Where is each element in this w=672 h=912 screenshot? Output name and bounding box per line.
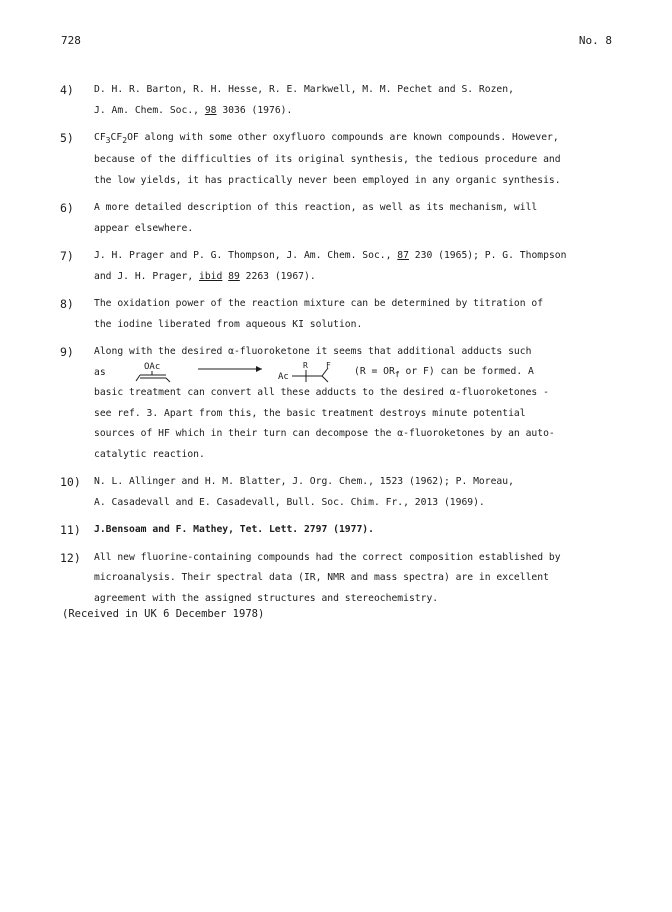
note-number: 4) (60, 83, 74, 97)
note-line: basic treatment can convert all these adducts to the desired α-fluoroketones - (94, 387, 549, 399)
note-body (94, 342, 560, 465)
received-date: (Received in UK 6 December 1978) (62, 608, 265, 620)
note-number: 8) (60, 297, 74, 312)
note-body (94, 80, 560, 121)
note-line: Along with the desired α-fluoroketone it seems that additional adducts such (94, 346, 532, 358)
issue-number: No. 8 (578, 34, 612, 47)
f-label: F (326, 361, 331, 371)
note-line: appear elsewhere. (94, 222, 194, 234)
adduct-structure (278, 360, 340, 386)
citation-pages: 3036 (1976). (216, 104, 293, 116)
note-line: D. H. R. Barton, R. H. Hesse, R. E. Markwell, M. M. Pechet and S. Rozen, (94, 84, 514, 95)
note-text: ($R = OR_f$ or F) can be formed. A (354, 365, 534, 379)
note-9 (60, 342, 560, 465)
note-line: the iodine liberated from aqueous KI solution. (94, 318, 363, 330)
arrow-icon (198, 363, 268, 375)
note-line (94, 101, 560, 122)
note-8 (60, 294, 560, 335)
citation-journal: J. H. Prager and P. G. Thompson, J. Am. Chem. Soc., (94, 250, 398, 262)
note-line: All new fluorine-containing compounds had the correct composition established by (94, 551, 561, 563)
note-text: and J. H. Prager, (94, 270, 199, 282)
note-line: A. Casadevall and E. Casadevall, Bull. Soc. Chim. Fr., 2013 (1969). (94, 496, 485, 508)
citation-journal: J. Am. Chem. Soc., (94, 104, 205, 116)
r-label: R (303, 361, 308, 371)
note-line: the low yields, it has practically never been employed in any organic synthesis. (94, 174, 561, 186)
note-5 (60, 128, 560, 191)
note-number: 5) (60, 131, 74, 145)
citation-ibid: ibid (198, 270, 223, 282)
formula-subscript: 2 (122, 134, 128, 145)
note-10 (60, 472, 560, 513)
note-line: microanalysis. Their spectral data (IR, NMR and mass spectra) are in excellent (94, 572, 549, 584)
structure-line (94, 363, 560, 384)
note-line: see ref. 3. Apart from this, the basic treatment destroys minute potential (94, 407, 526, 419)
note-text: OF along with some other oxyfluoro compounds are known compounds. However, (127, 132, 559, 143)
note-line: agreement with the assigned structures and stereochemistry. (94, 592, 439, 604)
note-body (94, 294, 560, 335)
formula-part: CF (110, 132, 123, 143)
note-number: 10) (60, 475, 81, 490)
notes-list (60, 80, 567, 616)
note-body (94, 548, 561, 610)
note-line (94, 128, 561, 150)
note-line: because of the difficulties of its original synthesis, the tedious procedure and (94, 154, 561, 166)
note-number: 6) (60, 201, 74, 216)
oac-label: OAc (144, 362, 161, 373)
note-number: 11) (60, 523, 81, 538)
note-body (94, 520, 560, 541)
note-line: catalytic reaction. (94, 448, 205, 460)
note-body (94, 198, 560, 239)
note-line: A more detailed description of this reaction, as well as its mechanism, will (94, 202, 538, 214)
note-line: N. L. Allinger and H. M. Blatter, J. Org. Chem., 1523 (1962); P. Moreau, (94, 476, 514, 488)
citation-volume: 98 (204, 104, 217, 116)
citation-pages: 2263 (1967). (239, 270, 316, 282)
note-11 (60, 520, 560, 541)
note-text: as (94, 366, 106, 378)
note-line: J.Bensoam and F. Mathey, Tet. Lett. 2797 (1977). (94, 524, 374, 536)
note-body (94, 128, 561, 191)
note-6 (60, 198, 560, 239)
note-line: sources of HF which in their turn can decompose the α-fluoroketones by an auto- (94, 428, 555, 440)
reaction-arrow (198, 363, 268, 384)
citation-volume: 89 (228, 270, 240, 282)
formula-subscript: 3 (105, 134, 111, 145)
enol-acetate-svg (132, 360, 176, 386)
note-line: The oxidation power of the reaction mixture can be determined by titration of (94, 298, 544, 310)
note-number: 9) (60, 345, 74, 360)
note-7 (60, 246, 567, 287)
adduct-svg (278, 360, 340, 386)
citation-volume: 87 (397, 250, 409, 262)
note-4 (60, 80, 560, 121)
enol-acetate-structure (132, 360, 176, 386)
note-number: 12) (60, 550, 81, 565)
formula-part: CF (94, 132, 106, 143)
note-line (94, 267, 566, 288)
page-number: 728 (61, 34, 81, 47)
note-line (94, 246, 566, 267)
formula-subscript: f (394, 368, 400, 379)
citation-pages: 230 (1965); P. G. Thompson (408, 250, 567, 262)
note-body (94, 246, 566, 287)
note-12 (60, 548, 560, 610)
note-body (94, 472, 560, 513)
ac-label: Ac (278, 372, 289, 383)
note-number: 7) (60, 249, 74, 264)
